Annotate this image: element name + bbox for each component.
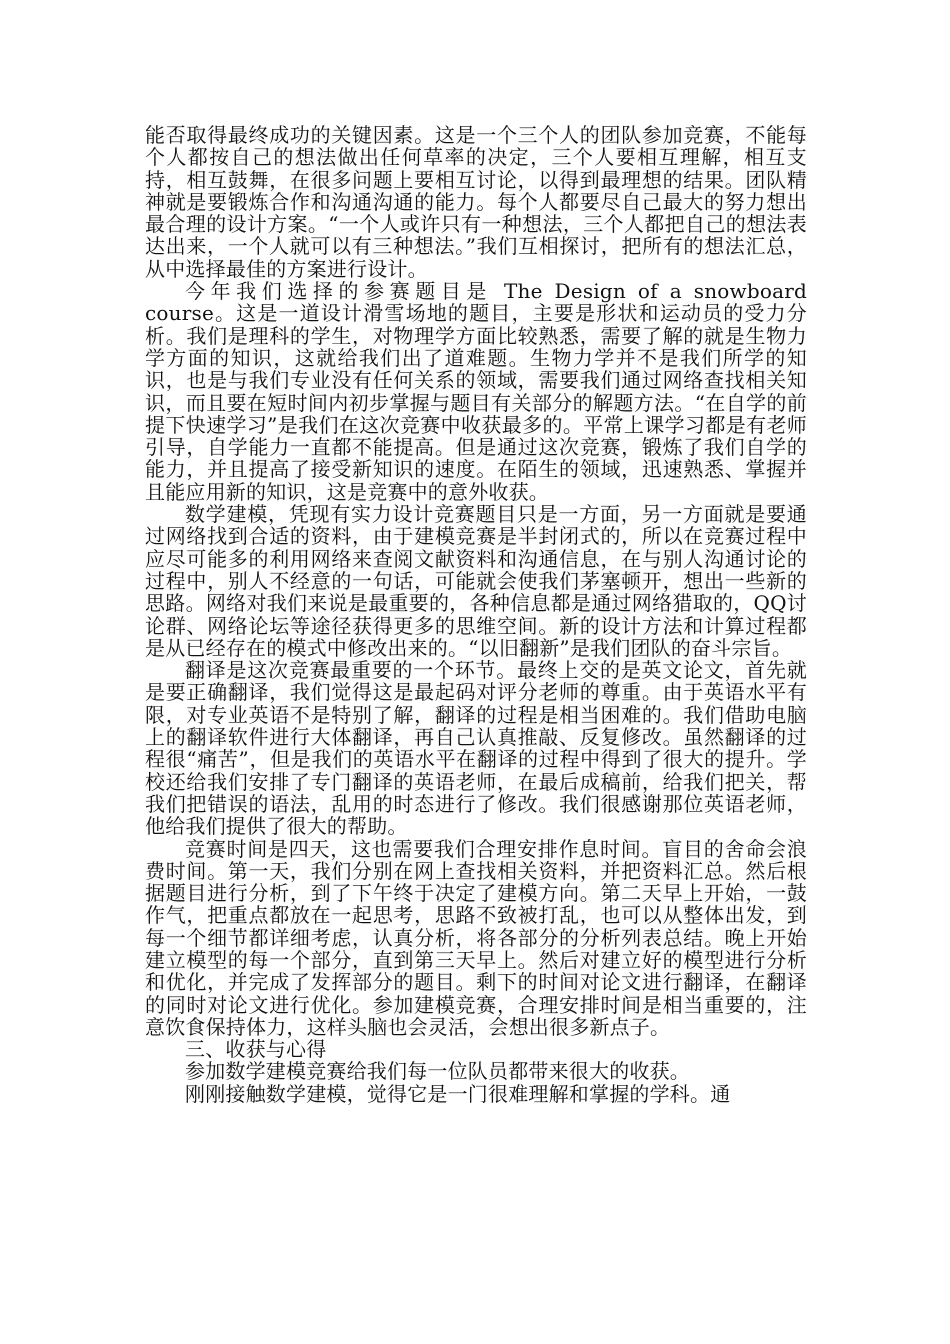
paragraph-gains-intro: 参加数学建模竞赛给我们每一位队员都带来很大的收获。	[185, 1059, 690, 1084]
section-heading-gains: 三、收获与心得	[185, 1037, 327, 1062]
paragraph-network-resources: 数学建模，凭现有实力设计竞赛题目只是一方面，另一方面就是要通过网络找到合适的资料，由于建模竞赛是半封闭式的，所以在竞赛过程中应尽可能多的利用网络来查阅文献资料和沟通信息，在与别人沟通讨论的过程中，别人不经意的一句话，可能就会使我们茅塞顿开，想出一些新的思路。网络对我们来说是最重要的，各种信息都是通过网络猎取的，QQ讨论群、网络论坛等途径获得更多的思维空间。新的设计方法和计算过程都是从已经存在的模式中修改出来的。“以旧翻新”是我们团队的奋斗宗旨。	[145, 502, 807, 660]
document-body	[145, 124, 807, 1105]
paragraph-time-management: 竞赛时间是四天，这也需要我们合理安排作息时间。盲目的舍命会浪费时间。第一天，我们分别在网上查找相关资料，并把资料汇总。然后根据题目进行分析，到了下午终于决定了建模方向。第二天早上开始，一鼓作气，把重点都放在一起思考，思路不致被打乱，也可以从整体出发，到每一个细节都详细考虑，认真分析，将各部分的分析列表总结。晚上开始建立模型的每一个部分，直到第三天早上。然后对建立好的模型进行分析和优化，并完成了发挥部分的题目。剩下的时间对论文进行翻译，在翻译的同时对论文进行优化。参加建模竞赛，合理安排时间是相当重要的，注意饮食保持体力，这样头脑也会灵活，会想出很多新点子。	[145, 836, 807, 1039]
paragraph-first-contact: 刚刚接触数学建模，觉得它是一门很难理解和掌握的学科。通	[185, 1081, 731, 1106]
paragraph-competition-topic: 今年我们选择的参赛题目是 The Design of a snowboard course。这是一道设计滑雪场地的题目，主要是形状和运动员的受力分析。我们是理科的学生，对物理学方面比较熟悉，需要了解的就是生物力学方面的知识，这就给我们出了道难题。生物力学并不是我们所学的知识，也是与我们专业没有任何关系的领域，需要我们通过网络查找相关知识，而且要在短时间内初步掌握与题目有关部分的解题方法。“在自学的前提下快速学习”是我们在这次竞赛中收获最多的。平常上课学习都是有老师引导，自学能力一直都不能提高。但是通过这次竞赛，锻炼了我们自学的能力，并且提高了接受新知识的速度。在陌生的领域，迅速熟悉、掌握并且能应用新的知识，这是竞赛中的意外收获。	[145, 279, 807, 504]
paragraph-team-spirit: 能否取得最终成功的关键因素。这是一个三个人的团队参加竞赛，不能每个人都按自己的想法做出任何草率的决定，三个人要相互理解，相互支持，相互鼓舞，在很多问题上要相互讨论，以得到最理想的结果。团队精神就是要锻炼合作和沟通沟通的能力。每个人都要尽自己最大的努力想出最合理的设计方案。“一个人或许只有一种想法，三个人都把自己的想法表达出来，一个人就可以有三种想法。”我们互相探讨，把所有的想法汇总，从中选择最佳的方案进行设计。	[145, 123, 807, 281]
paragraph-translation: 翻译是这次竞赛最重要的一个环节。最终上交的是英文论文，首先就是要正确翻译，我们觉得这是最起码对评分老师的尊重。由于英语水平有限，对专业英语不是特别了解，翻译的过程是相当困难的。我们借助电脑上的翻译软件进行大体翻译，再自己认真推敲、反复修改。虽然翻译的过程很“痛苦”，但是我们的英语水平在翻译的过程中得到了很大的提升。学校还给我们安排了专门翻译的英语老师，在最后成稿前，给我们把关，帮我们把错误的语法，乱用的时态进行了修改。我们很感谢那位英语老师，他给我们提供了很大的帮助。	[145, 658, 807, 839]
